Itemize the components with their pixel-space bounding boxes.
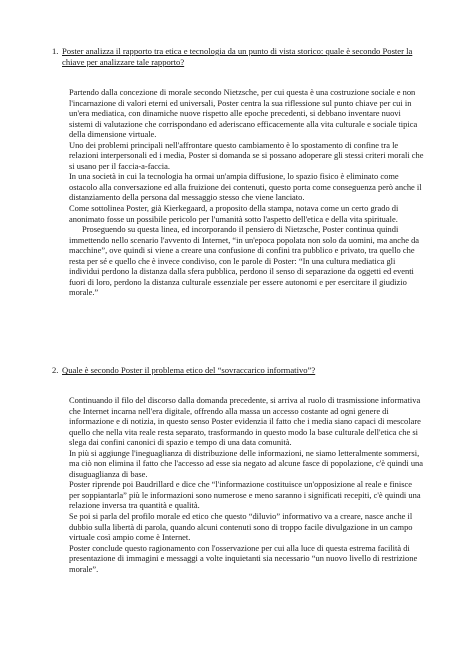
answer-2 [69,395,424,574]
answer-1-paragraph: Partendo dalla concezione di morale secondo Nietzsche, per cui questa è una costruzione sociale e non l'incarnazione di valori eterni ed universali, Poster centra la sua riflessione sul punto chiave per cui in un'era mediatica, con dinamiche nuove rispetto alle epoche precedenti, si debbano inventare nuovi sistemi di valutazione che corrispondano ed aderiscano efficacemente alla vita culturale e sociale tipica della dimensione virtuale. [69,87,418,140]
question-2-text: Quale è secondo Poster il problema etico del “sovraccarico informativo”? [62,365,316,375]
question-1-number: 1. [52,46,59,56]
question-1 [52,46,424,67]
answer-2-paragraph: Poster conclude questo ragionamento con l'osservazione per cui alla luce di questa estrema facilità di presentazione di immagini e messaggi a volte inquietanti sia necessario “un nuovo livello di restrizione morale”. [69,542,418,574]
question-2 [52,365,424,376]
answer-2-paragraph: Poster riprende poi Baudrillard e dice che “l'informazione costituisce un'opposizione al reale e finisce per soppiantarla” più le informazioni sono numerose e meno saranno i significati recepiti, c'è quindi una relazione inversa tra quantità e qualità. [69,479,421,511]
answer-2-paragraph: In più si aggiunge l'ineguaglianza di distribuzione delle informazioni, ne siamo letteralmente sommersi, ma ciò non elimina il fatto che l'accesso ad esse sia negato ad alcune fasce di popolazione, c'è quindi una disuguaglianza di base. [69,447,424,479]
answer-2-paragraph: Se poi si parla del profilo morale ed etico che questo “diluvio” informativo va a creare, nasce anche il dubbio sulla libertà di parola, quando alcuni contenuti sono di troppo facile divulgazione in un campo virtuale così ampio come è Internet. [69,511,413,543]
answer-1 [69,87,424,298]
answer-1-paragraph: In una società in cui la tecnologia ha ormai un'ampia diffusione, lo spazio fisico è eliminato come ostacolo alla conversazione ed alla fruizione dei contenuti, questo porta come conseguenza però anche il distanziamento della persona dal messaggio stesso che viene lanciato. [69,171,422,203]
question-1-text: Poster analizza il rapporto tra etica e tecnologia da un punto di vista storico: quale è secondo Poster la chiave per analizzare tale rapporto? [62,46,413,67]
answer-2-paragraph: Continuando il filo del discorso dalla domanda precedente, si arriva al ruolo di trasmissione informativa che Internet incarna nell'era digitale, offrendo alla massa un accesso costante ad ogni genere di informazione e di notizia, in questo senso Poster evidenzia il fatto che i media siano capaci di mescolare quello che nella vita reale resta separato, trasformando in questo modo la base culturale dell'etica che si slega dai confini canonici di spazio e tempo di una data comunità. [69,395,421,448]
answer-1-paragraph: Come sottolinea Poster, già Kierkegaard, a proposito della stampa, notava come un certo grado di anonimato fosse un possibile pericolo per l'umanità sotto l'aspetto dell'etica e della vita spirituale. [69,203,399,224]
answer-1-paragraph: Uno dei problemi principali nell'affrontare questo cambiamento è lo spostamento di confine tra le relazioni interpersonali ed i media, Poster si domanda se si possano adoperare gli stessi criteri morali che si usano per il faccia-a-faccia. [69,139,424,171]
question-2-number: 2. [52,365,59,375]
answer-1-paragraph: Proseguendo su questa linea, ed incorporando il pensiero di Nietzsche, Poster continua quindi immettendo nello scenario l'avvento di Internet, “in un'epoca popolata non solo da uomini, ma anche da macchine”, ove quindi si viene a creare una confusione di confini tra pubblico e privato, tra quello che resta per sé e quello che è invece condiviso, con le parole di Poster: “In una cultura mediatica gli individui perdono la distanza dalla sfera pubblica, perdono il senso di separazione da oggetti ed eventi fuori di loro, perdono la distanza culturale essenziale per essere autonomi e per esercitare il giudizio morale.” [69,224,420,298]
